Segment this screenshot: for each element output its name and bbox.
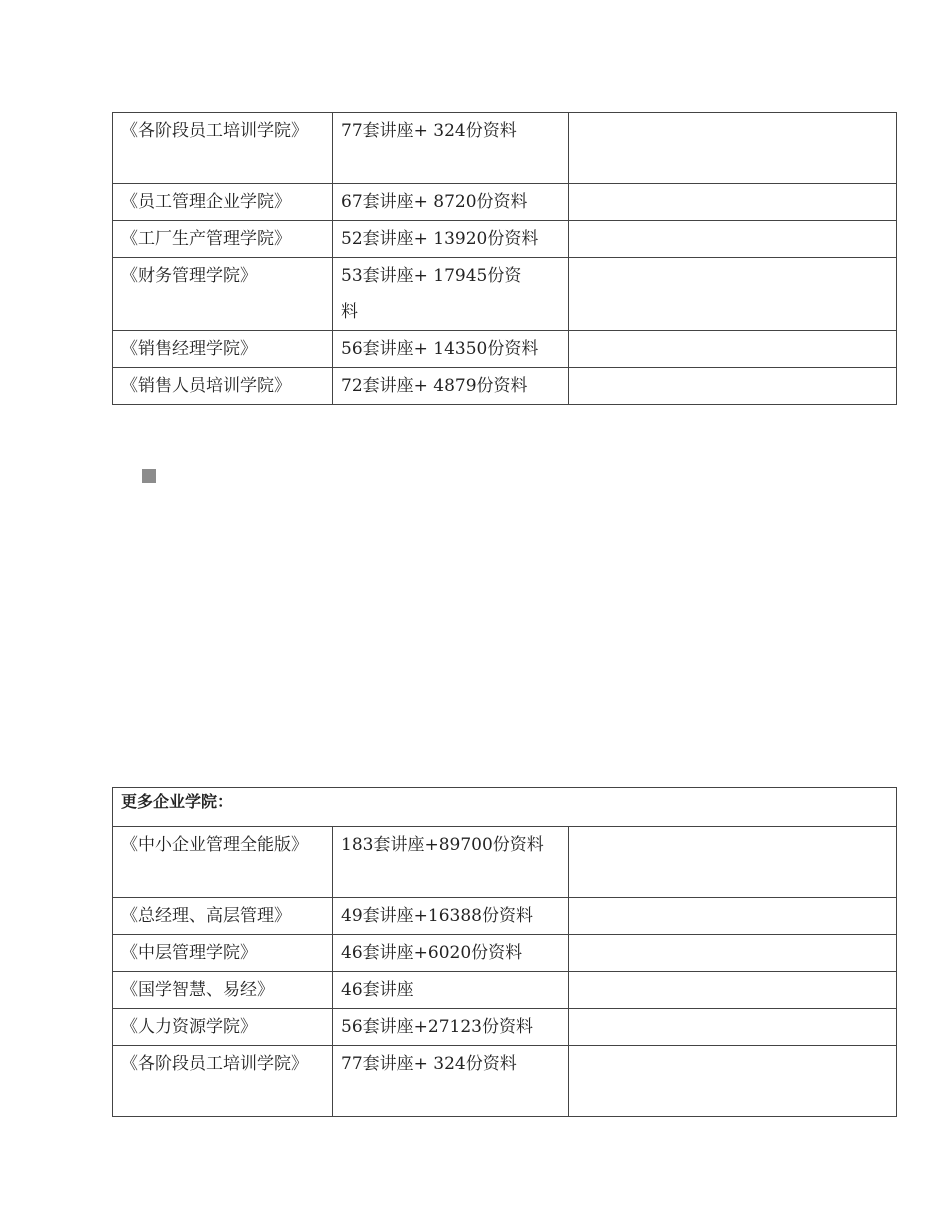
- table-row: [113, 935, 897, 972]
- course-note-cell: [569, 898, 897, 935]
- course-name-cell: 《各阶段员工培训学院》: [113, 113, 333, 184]
- course-content-cell: 52套讲座+ 13920份资料: [333, 221, 569, 258]
- table-row: [113, 827, 897, 898]
- course-content-cell: 53套讲座+ 17945份资料: [333, 258, 569, 331]
- course-note-cell: [569, 368, 897, 405]
- course-note-cell: [569, 1009, 897, 1046]
- course-name-cell: 《员工管理企业学院》: [113, 184, 333, 221]
- table-row: [113, 331, 897, 368]
- course-name-cell: 《销售人员培训学院》: [113, 368, 333, 405]
- course-name-cell: 《人力资源学院》: [113, 1009, 333, 1046]
- course-content-cell: 56套讲座+ 14350份资料: [333, 331, 569, 368]
- table-row: [113, 184, 897, 221]
- course-content-cell: 72套讲座+ 4879份资料: [333, 368, 569, 405]
- course-content-cell: 67套讲座+ 8720份资料: [333, 184, 569, 221]
- course-note-cell: [569, 113, 897, 184]
- course-content-cell: 56套讲座+27123份资料: [333, 1009, 569, 1046]
- course-content-cell: 49套讲座+16388份资料: [333, 898, 569, 935]
- course-note-cell: [569, 1046, 897, 1117]
- table-row: [113, 221, 897, 258]
- table-row: [113, 1046, 897, 1117]
- course-name-cell: 《中小企业管理全能版》: [113, 827, 333, 898]
- course-note-cell: [569, 972, 897, 1009]
- course-table-top: [112, 112, 897, 405]
- course-table-bottom: [112, 787, 897, 1117]
- course-content-cell: 46套讲座: [333, 972, 569, 1009]
- course-name-cell: 《总经理、高层管理》: [113, 898, 333, 935]
- course-note-cell: [569, 221, 897, 258]
- course-name-cell: 《工厂生产管理学院》: [113, 221, 333, 258]
- course-note-cell: [569, 827, 897, 898]
- course-name-cell: 《财务管理学院》: [113, 258, 333, 331]
- table-header-row: [113, 788, 897, 827]
- course-note-cell: [569, 935, 897, 972]
- course-name-cell: 《销售经理学院》: [113, 331, 333, 368]
- course-note-cell: [569, 258, 897, 331]
- course-content-cell: 46套讲座+6020份资料: [333, 935, 569, 972]
- course-content-cell: 77套讲座+ 324份资料: [333, 113, 569, 184]
- table-row: [113, 898, 897, 935]
- course-content-cell: 183套讲座+89700份资料: [333, 827, 569, 898]
- table-row: [113, 368, 897, 405]
- square-bullet-icon: [142, 469, 156, 483]
- more-academies-heading: 更多企业学院：: [113, 788, 897, 827]
- table-row: [113, 258, 897, 331]
- course-name-cell: 《中层管理学院》: [113, 935, 333, 972]
- course-name-cell: 《国学智慧、易经》: [113, 972, 333, 1009]
- course-name-cell: 《各阶段员工培训学院》: [113, 1046, 333, 1117]
- table-row: [113, 1009, 897, 1046]
- table-row: [113, 972, 897, 1009]
- table-row: [113, 113, 897, 184]
- course-content-cell: 77套讲座+ 324份资料: [333, 1046, 569, 1117]
- course-note-cell: [569, 331, 897, 368]
- course-note-cell: [569, 184, 897, 221]
